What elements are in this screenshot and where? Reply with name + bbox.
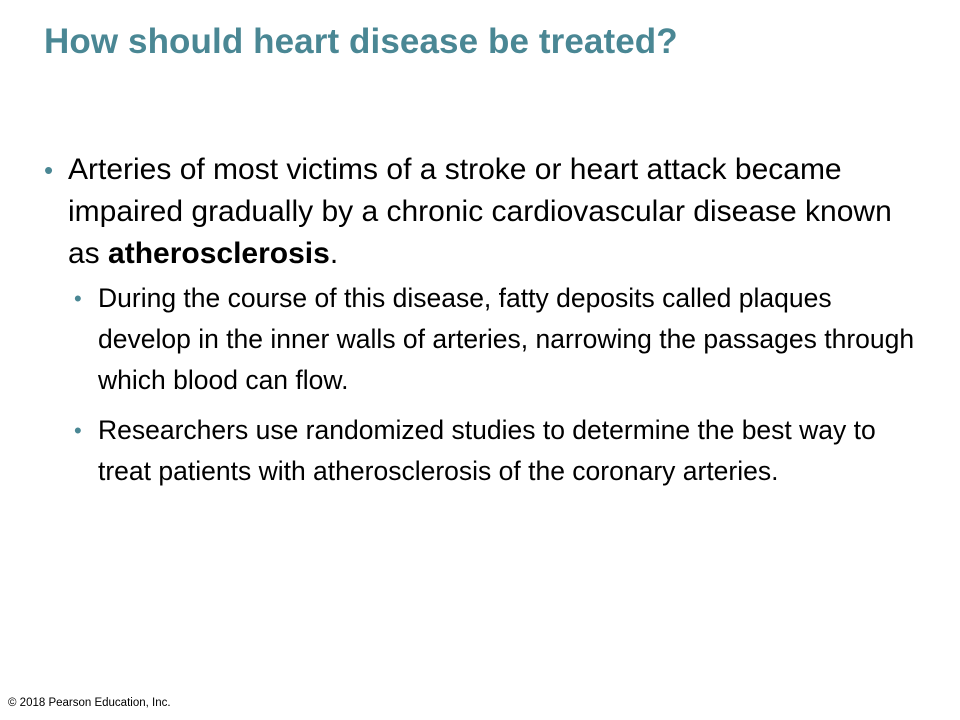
sub-bullet: [74, 278, 924, 401]
slide-title: How should heart disease be treated?: [44, 22, 678, 61]
sub-bullet: [74, 410, 924, 492]
bullet-list: [44, 149, 924, 501]
sub-bullet-list: [74, 278, 924, 492]
bullet-dot-icon: •: [44, 155, 54, 185]
sub-bullet-text: Researchers use randomized studies to determine the best way to treat patients with atherosclerosis of the coronary arteries.: [98, 415, 876, 486]
bullet-dot-icon: •: [74, 286, 82, 311]
main-bullet-term: atherosclerosis: [108, 237, 330, 270]
main-bullet: [44, 149, 924, 275]
main-bullet-text: Arteries of most victims of a stroke or heart attack became impaired gradually by a chronic cardiovascular disease known as: [68, 153, 892, 270]
main-bullet-period: .: [329, 237, 339, 270]
copyright-notice: © 2018 Pearson Education, Inc.: [8, 697, 171, 709]
sub-bullet-text: During the course of this disease, fatty deposits called plaques develop in the inner walls of arteries, narrowing the passages through which blood can flow.: [98, 283, 915, 395]
bullet-dot-icon: •: [74, 418, 82, 443]
